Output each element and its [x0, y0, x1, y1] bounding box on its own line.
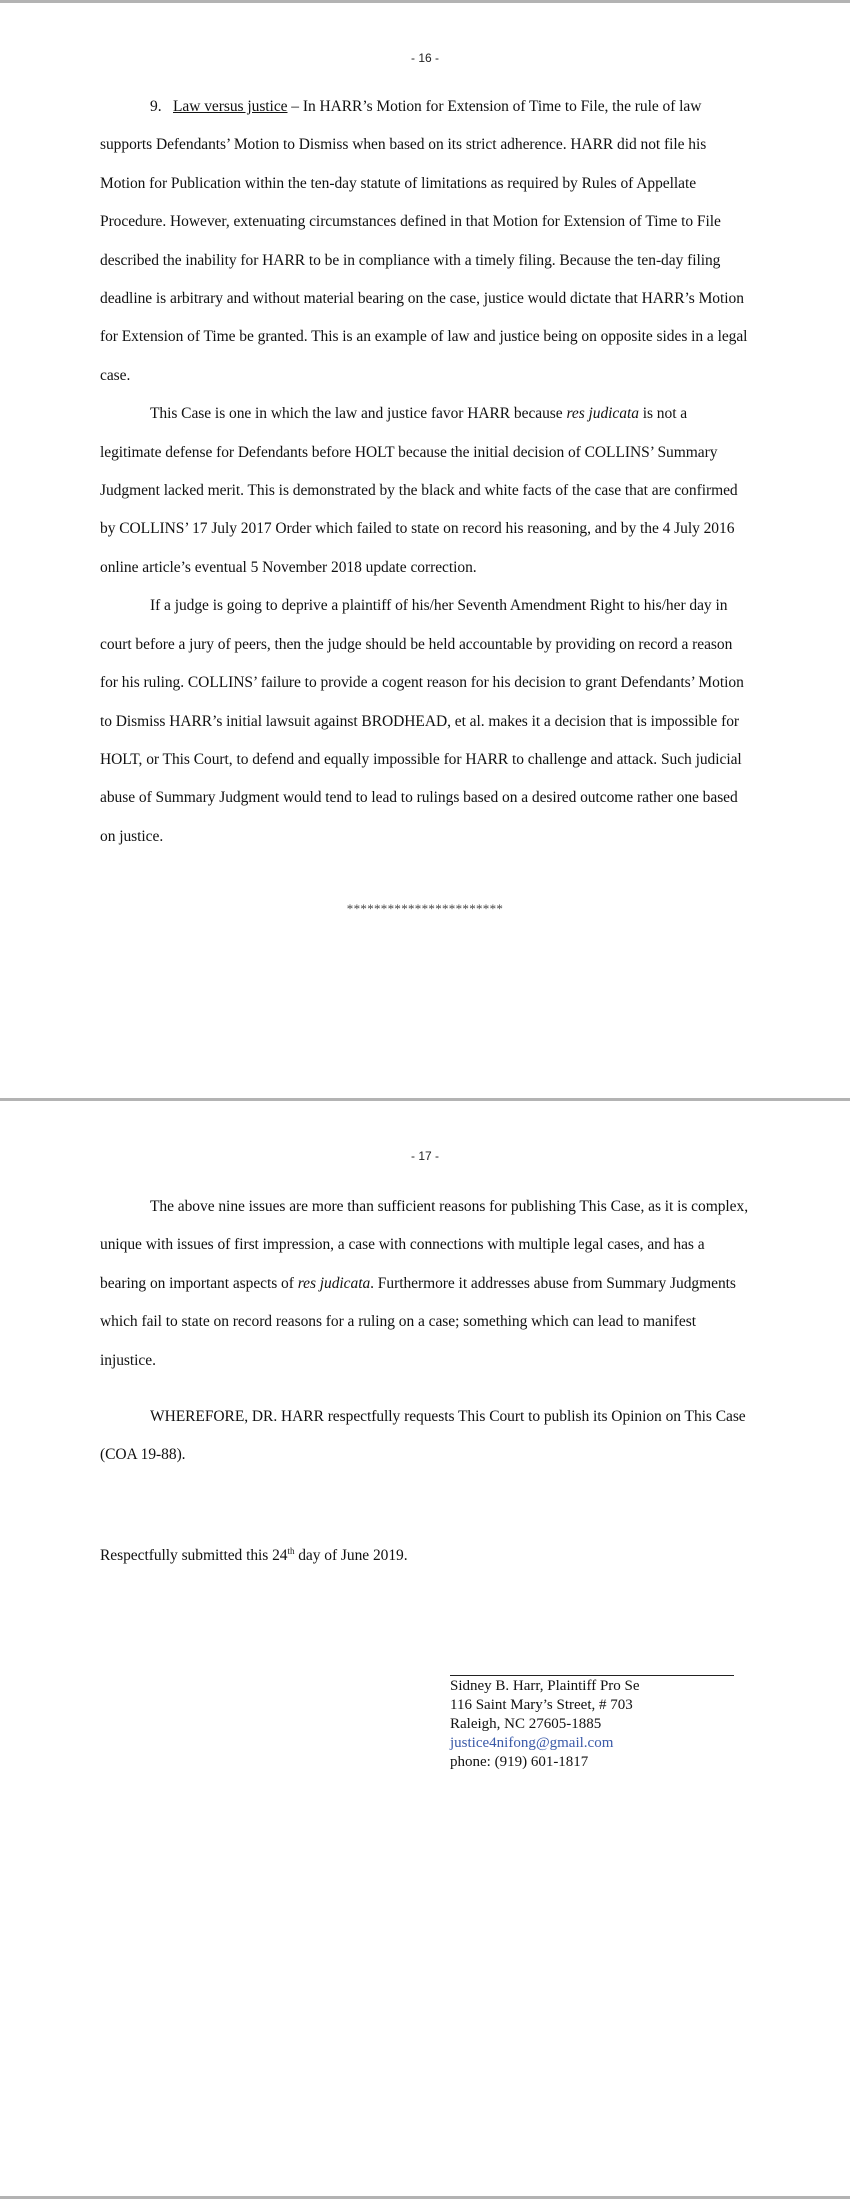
item-number: 9.: [150, 98, 162, 115]
paragraph-text: The above nine issues are more than sufficient reasons for publishing This Case, as it is complex, unique with issues of first impression, a case with connections with multiple legal cases, and has a bearing on important aspects of: [100, 1198, 749, 1292]
address-line-2: Raleigh, NC 27605-1885: [450, 1716, 602, 1732]
page-16-body: [100, 88, 750, 856]
wherefore-block: [100, 1398, 750, 1475]
phone-number: phone: (919) 601-1817: [450, 1754, 589, 1770]
paragraph-text: is not a legitimate defense for Defendants before HOLT because the initial decision of COLLINS’ Summary Judgment lacked merit. This is demonstrated by the black and white facts of the case that are confirmed by COLLINS’ 17 July 2017 Order which failed to state on record his reasoning, and by the 4 July 2016 online article’s eventual 5 November 2018 update correction.: [100, 405, 738, 576]
signature-block: [450, 1677, 640, 1772]
page-17: [0, 1101, 850, 2196]
page-number: - 16 -: [410, 51, 439, 65]
submitted-line: [100, 1537, 750, 1575]
italic-term: res judicata: [297, 1274, 371, 1292]
italic-term: res judicata: [566, 405, 639, 423]
item-9-text: – In HARR’s Motion for Extension of Time to File, the rule of law supports Defendants’ Motion to Dismiss when based on its strict adherence. HARR did not file his Motion for Publication within the ten-day statute of limitations as required by Rules of Appellate Procedure. However, extenuating circumstances defined in that Motion for Extension of Time to File described the inability for HARR to be in compliance with a timely filing. Because the ten-day filing deadline is arbitrary and without material bearing on the case, justice would dictate that HARR’s Motion for Extension of Time be granted. This is an example of law and justice being on opposite sides in a legal case.: [100, 98, 748, 384]
section-separator-asterisks: ***********************: [346, 901, 504, 916]
paragraph-wherefore: WHEREFORE, DR. HARR respectfully requests This Court to publish its Opinion on This Case (COA 19-88).: [100, 1408, 746, 1464]
paragraph-text: This Case is one in which the law and justice favor HARR because: [150, 405, 567, 423]
page-bottom-border: [0, 2196, 850, 2199]
paragraph-seventh-amendment: If a judge is going to deprive a plaintiff of his/her Seventh Amendment Right to his/her day in court before a jury of peers, then the judge should be held accountable by providing on record a reason for his ruling. COLLINS’ failure to provide a cogent reason for his decision to grant Defendants’ Motion to Dismiss HARR’s initial lawsuit against BRODHEAD, et al. makes it a decision that is impossible for HOLT, or This Court, to defend and equally impossible for HARR to challenge and attack. Such judicial abuse of Summary Judgment would tend to lead to rulings based on a desired outcome rather one based on justice.: [100, 597, 744, 845]
ordinal-suffix: th: [287, 1545, 295, 1556]
item-heading: Law versus justice: [173, 98, 288, 115]
page-number: - 17 -: [410, 1149, 439, 1163]
paragraph-text: . Furthermore it addresses abuse from Summary Judgments which fail to state on record reasons for a ruling on a case; something which can lead to manifest injustice.: [100, 1274, 736, 1369]
submitted-text: Respectfully submitted this 24: [100, 1547, 288, 1564]
address-line-1: 116 Saint Mary’s Street, # 703: [450, 1697, 633, 1713]
submitted-date: [100, 1537, 750, 1575]
page-16: [0, 0, 850, 1098]
submitted-text: day of June 2019.: [294, 1547, 408, 1564]
signer-name: Sidney B. Harr, Plaintiff Pro Se: [450, 1678, 640, 1694]
paragraph-conclusion: [100, 1188, 750, 1380]
item-9-paragraph: [100, 88, 750, 395]
paragraph-res-judicata: [100, 395, 750, 587]
email-link[interactable]: justice4nifong@gmail.com: [450, 1735, 614, 1751]
signature-line: [450, 1675, 734, 1676]
page-17-body: [100, 1188, 750, 1380]
